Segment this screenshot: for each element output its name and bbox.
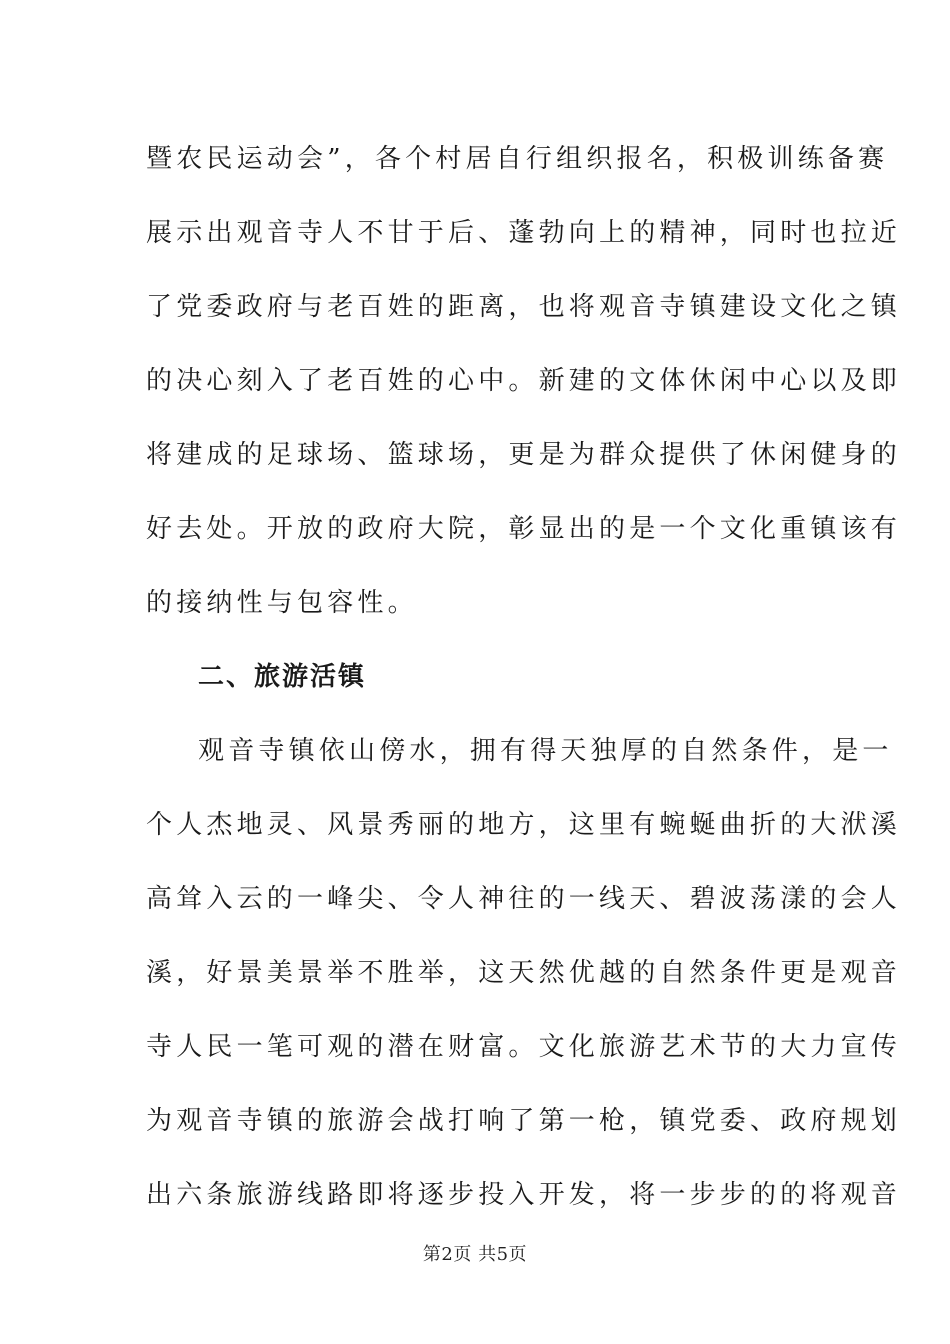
body-line: 暨农民运动会”，各个村居自行组织报名，积极训练备赛 [146, 144, 889, 174]
body-line: 展示出观音寺人不甘于后、蓬勃向上的精神，同时也拉近 [146, 218, 902, 248]
body-line: 高耸入云的一峰尖、令人神往的一线天、碧波荡漾的会人 [146, 884, 902, 914]
body-line: 溪，好景美景举不胜举，这天然优越的自然条件更是观音 [146, 958, 902, 988]
document-body [146, 122, 902, 1232]
body-line: 了党委政府与老百姓的距离，也将观音寺镇建设文化之镇 [146, 292, 902, 322]
body-line: 寺人民一笔可观的潜在财富。文化旅游艺术节的大力宣传 [146, 1032, 902, 1062]
body-line: 个人杰地灵、风景秀丽的地方，这里有蜿蜒曲折的大洑溪 [146, 810, 902, 840]
section-heading: 二、旅游活镇 [198, 662, 367, 692]
body-line: 的接纳性与包容性。 [146, 588, 418, 618]
body-line: 为观音寺镇的旅游会战打响了第一枪，镇党委、政府规划 [146, 1106, 902, 1136]
body-line: 观音寺镇依山傍水，拥有得天独厚的自然条件，是一 [198, 736, 893, 766]
body-line: 好去处。开放的政府大院，彰显出的是一个文化重镇该有 [146, 514, 902, 544]
body-line: 的决心刻入了老百姓的心中。新建的文体休闲中心以及即 [146, 366, 902, 396]
body-line: 出六条旅游线路即将逐步投入开发，将一步步的的将观音 [146, 1180, 902, 1210]
body-line: 将建成的足球场、篮球场，更是为群众提供了休闲健身的 [146, 440, 902, 470]
page-footer: 第2页 共5页 [422, 1244, 528, 1265]
